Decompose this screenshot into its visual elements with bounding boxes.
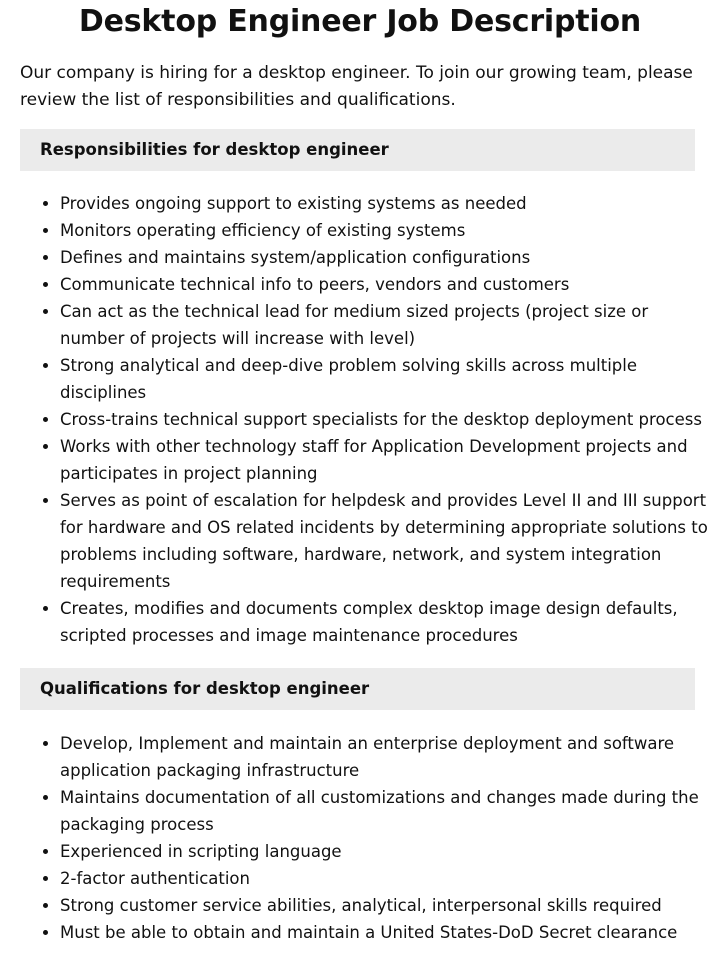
responsibility-item: • Can act as the technical lead for medium sized projects (project size or number of projects will increase with level) (60, 298, 710, 352)
responsibilities-list (20, 190, 710, 649)
qualification-item: • Maintains documentation of all customizations and changes made during the packaging process (60, 784, 710, 838)
page-title: Desktop Engineer Job Description (78, 4, 642, 39)
responsibility-item: • Works with other technology staff for Application Development projects and participates in project planning (60, 433, 710, 487)
qualification-item: • Must be able to obtain and maintain a United States-DoD Secret clearance (60, 919, 710, 946)
responsibility-item: • Monitors operating efficiency of existing systems (60, 217, 710, 244)
responsibility-item: • Cross-trains technical support specialists for the desktop deployment process (60, 406, 710, 433)
qualification-item: • 2-factor authentication (60, 865, 710, 892)
qualification-item: • Experienced in scripting language (60, 838, 710, 865)
responsibility-item: • Communicate technical info to peers, vendors and customers (60, 271, 710, 298)
qualification-item: • Develop, Implement and maintain an enterprise deployment and software application packaging infrastructure (60, 730, 710, 784)
responsibility-item: • Creates, modifies and documents complex desktop image design defaults, scripted processes and image maintenance procedures (60, 595, 710, 649)
qualifications-list (20, 730, 710, 946)
qualification-item: • Strong customer service abilities, analytical, interpersonal skills required (60, 892, 710, 919)
responsibility-item: • Provides ongoing support to existing systems as needed (60, 190, 710, 217)
responsibility-item: • Defines and maintains system/application configurations (60, 244, 710, 271)
responsibility-item: • Serves as point of escalation for helpdesk and provides Level II and III support for hardware and OS related incidents by determining appropriate solutions to problems including software, hardware, network, and system integration requirements (60, 487, 710, 595)
responsibilities-heading: Responsibilities for desktop engineer (20, 129, 695, 171)
qualifications-heading: Qualifications for desktop engineer (20, 668, 695, 710)
intro-paragraph: Our company is hiring for a desktop engineer. To join our growing team, please review the list of responsibilities and qualifications. (20, 63, 693, 110)
responsibility-item: • Strong analytical and deep-dive problem solving skills across multiple disciplines (60, 352, 710, 406)
